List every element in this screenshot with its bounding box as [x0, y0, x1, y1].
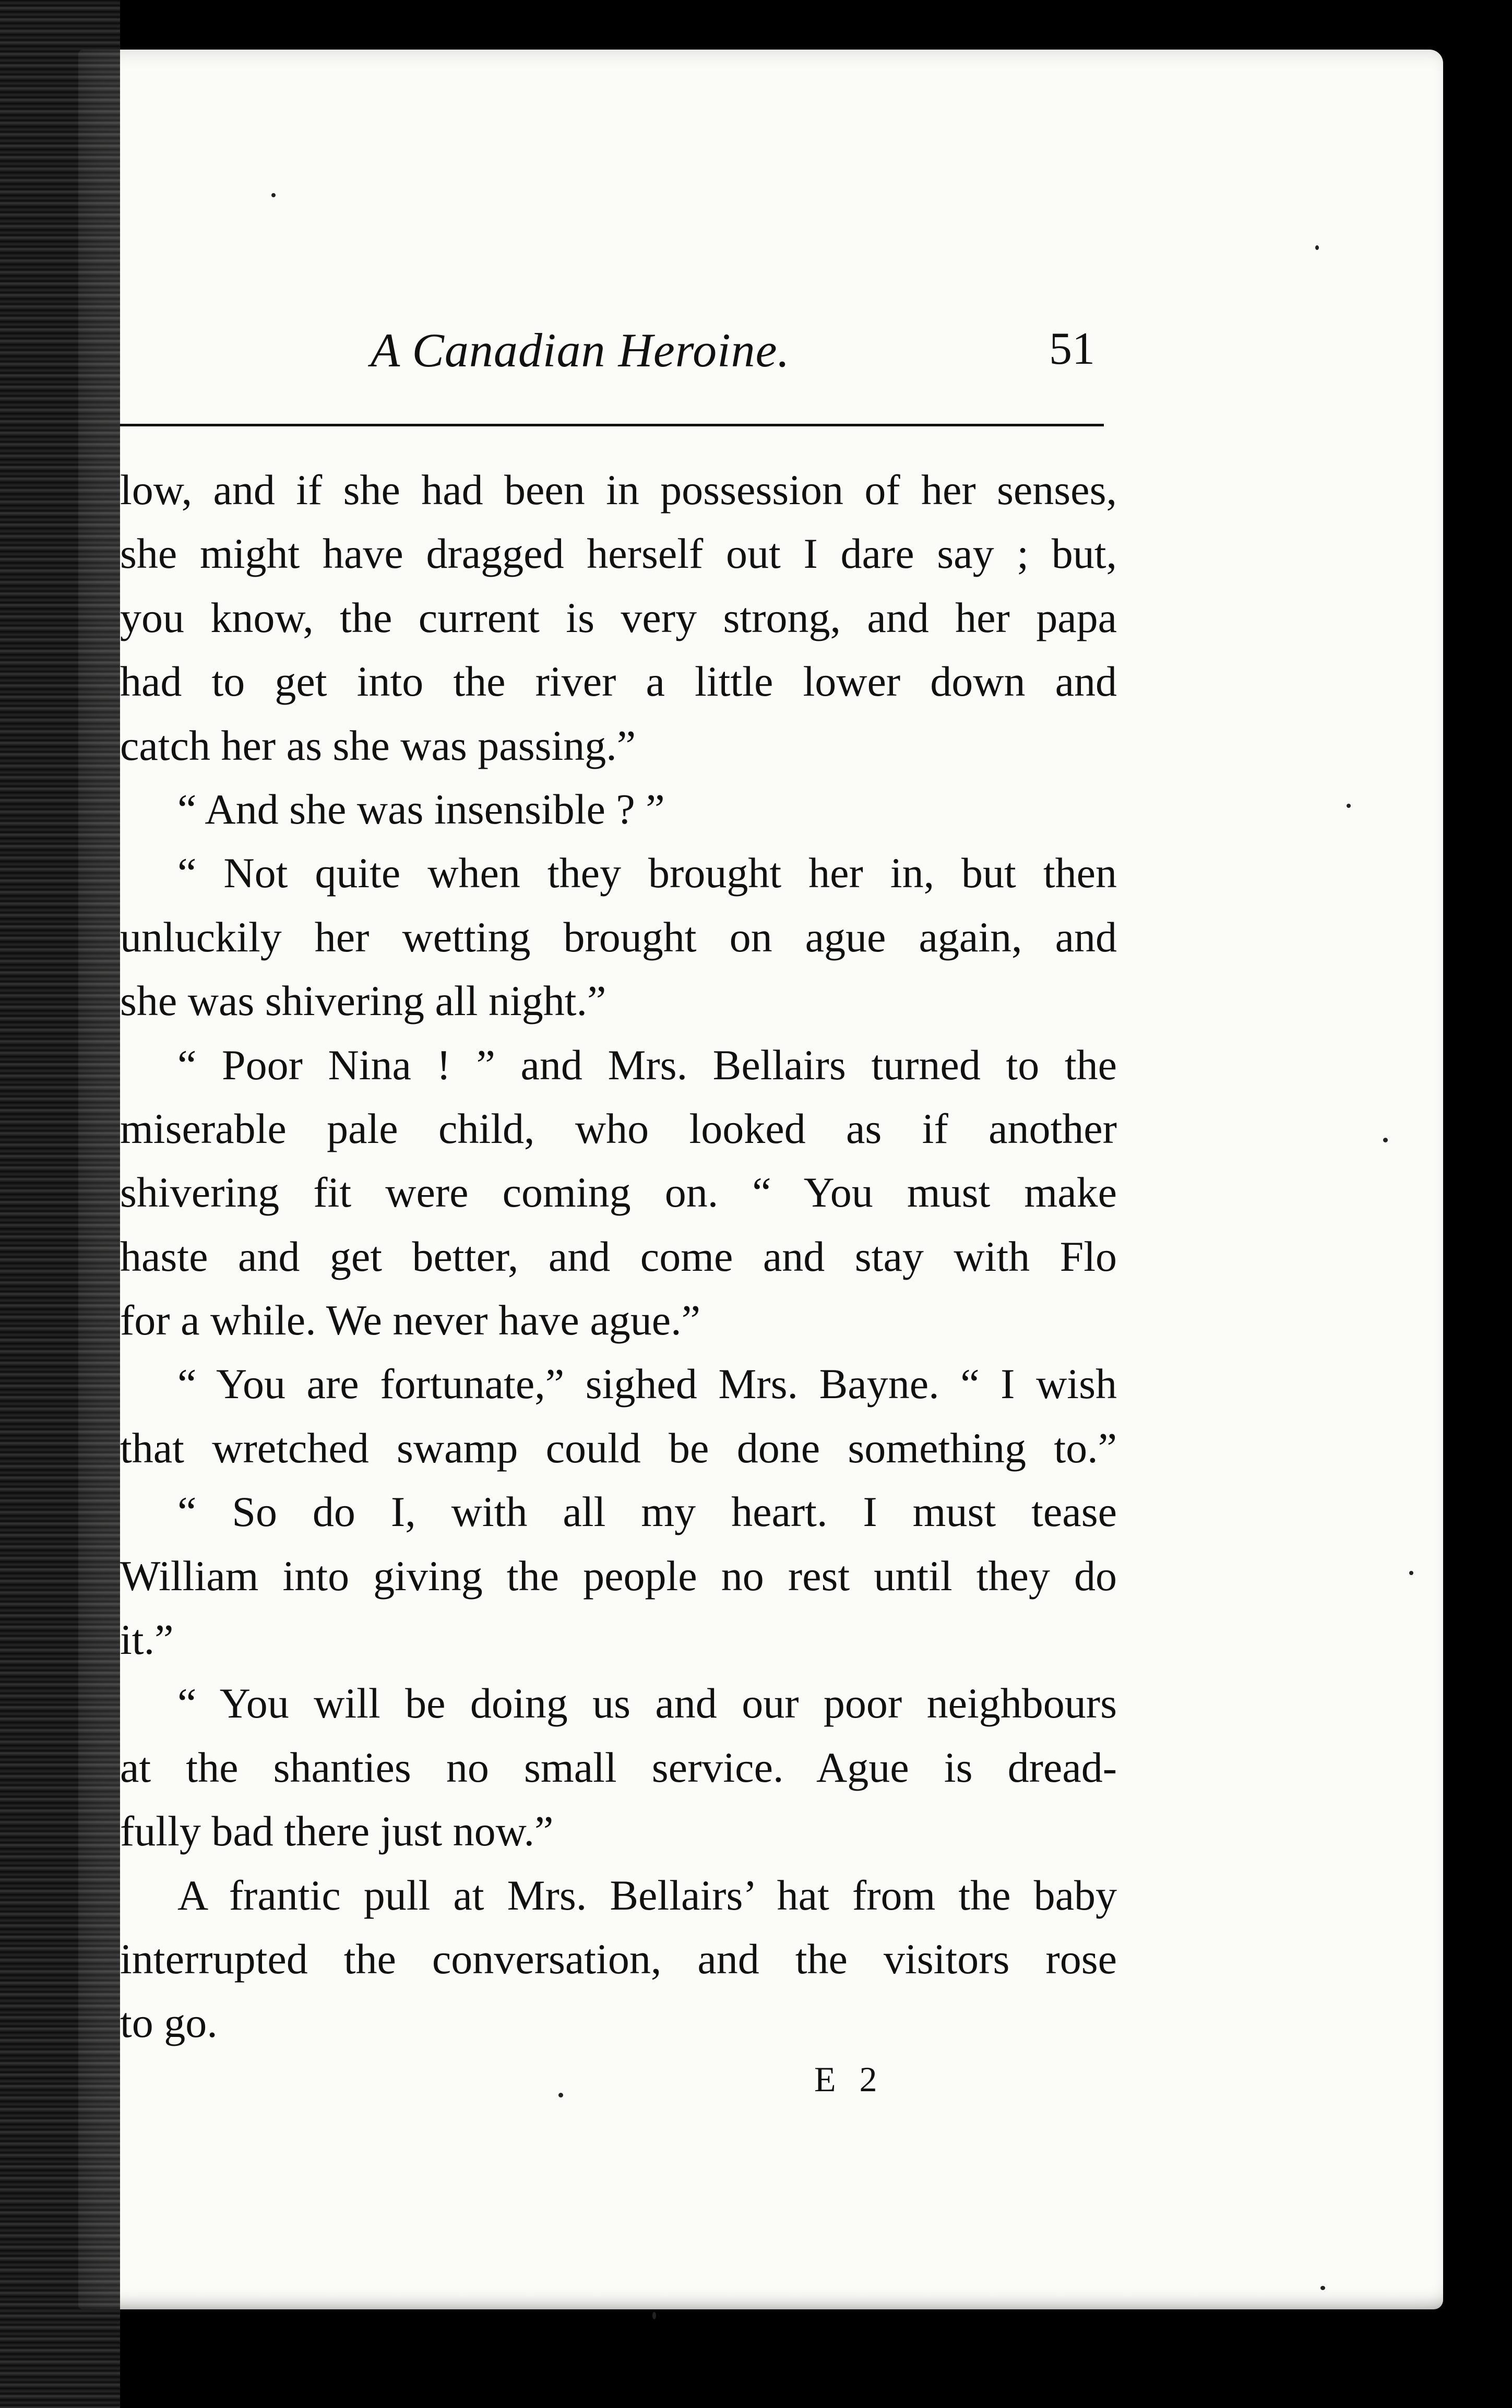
text-line: miserable pale child, who looked as if another — [120, 1104, 1117, 1152]
scan-speck — [652, 2312, 656, 2319]
text-line: “ Not quite when they brought her in, but then — [177, 849, 1117, 897]
scan-speck — [271, 193, 276, 197]
text-line: she was shivering all night.” — [120, 977, 606, 1025]
scan-speck — [1347, 804, 1351, 808]
text-line: “ You will be doing us and our poor neighbours — [177, 1679, 1117, 1727]
book-spine-shadow — [0, 0, 120, 2408]
body-text — [120, 458, 1117, 2055]
text-line: fully bad there just now.” — [120, 1807, 554, 1855]
text-line: A frantic pull at Mrs. Bellairs’ hat from the baby — [177, 1871, 1117, 1919]
signature-mark: E 2 — [814, 2059, 885, 2099]
text-line: low, and if she had been in possession of her senses, — [120, 466, 1117, 514]
scan-speck — [1315, 245, 1319, 250]
text-line: “ You are fortunate,” sighed Mrs. Bayne. “ I wish — [177, 1360, 1117, 1408]
scan-speck — [558, 2093, 563, 2097]
text-line: at the shanties no small service. Ague is dread- — [120, 1743, 1117, 1791]
text-line: “ So do I, with all my heart. I must tease — [177, 1488, 1117, 1536]
running-title: A Canadian Heroine. — [371, 324, 790, 377]
text-line: she might have dragged herself out I dare say ; but, — [120, 530, 1117, 578]
page-content — [120, 313, 1122, 2047]
text-line: had to get into the river a little lower down and — [120, 658, 1117, 706]
text-line: “ Poor Nina ! ” and Mrs. Bellairs turned to the — [177, 1041, 1117, 1089]
text-line: that wretched swamp could be done something to.” — [120, 1424, 1117, 1472]
text-line: haste and get better, and come and stay with Flo — [120, 1232, 1117, 1280]
page-number: 51 — [1049, 324, 1095, 374]
scan-speck — [1383, 1138, 1388, 1142]
text-line: for a while. We never have ague.” — [120, 1296, 701, 1344]
running-head — [120, 313, 1122, 391]
text-line: William into giving the people no rest until they do — [120, 1552, 1117, 1600]
text-line: catch her as she was passing.” — [120, 721, 636, 769]
text-line: shivering fit were coming on. “ You must make — [120, 1169, 1117, 1217]
text-line: it.” — [120, 1616, 174, 1664]
text-line: interrupted the conversation, and the visitors rose — [120, 1935, 1117, 1983]
scan-speck — [1409, 1571, 1413, 1575]
scan-speck — [1320, 2286, 1325, 2290]
text-line: unluckily her wetting brought on ague again, and — [120, 913, 1117, 961]
text-line: you know, the current is very strong, and her papa — [120, 593, 1117, 641]
text-line: to go. — [120, 1999, 218, 2047]
header-rule — [120, 424, 1104, 426]
text-line: “ And she was insensible ? ” — [177, 785, 665, 833]
